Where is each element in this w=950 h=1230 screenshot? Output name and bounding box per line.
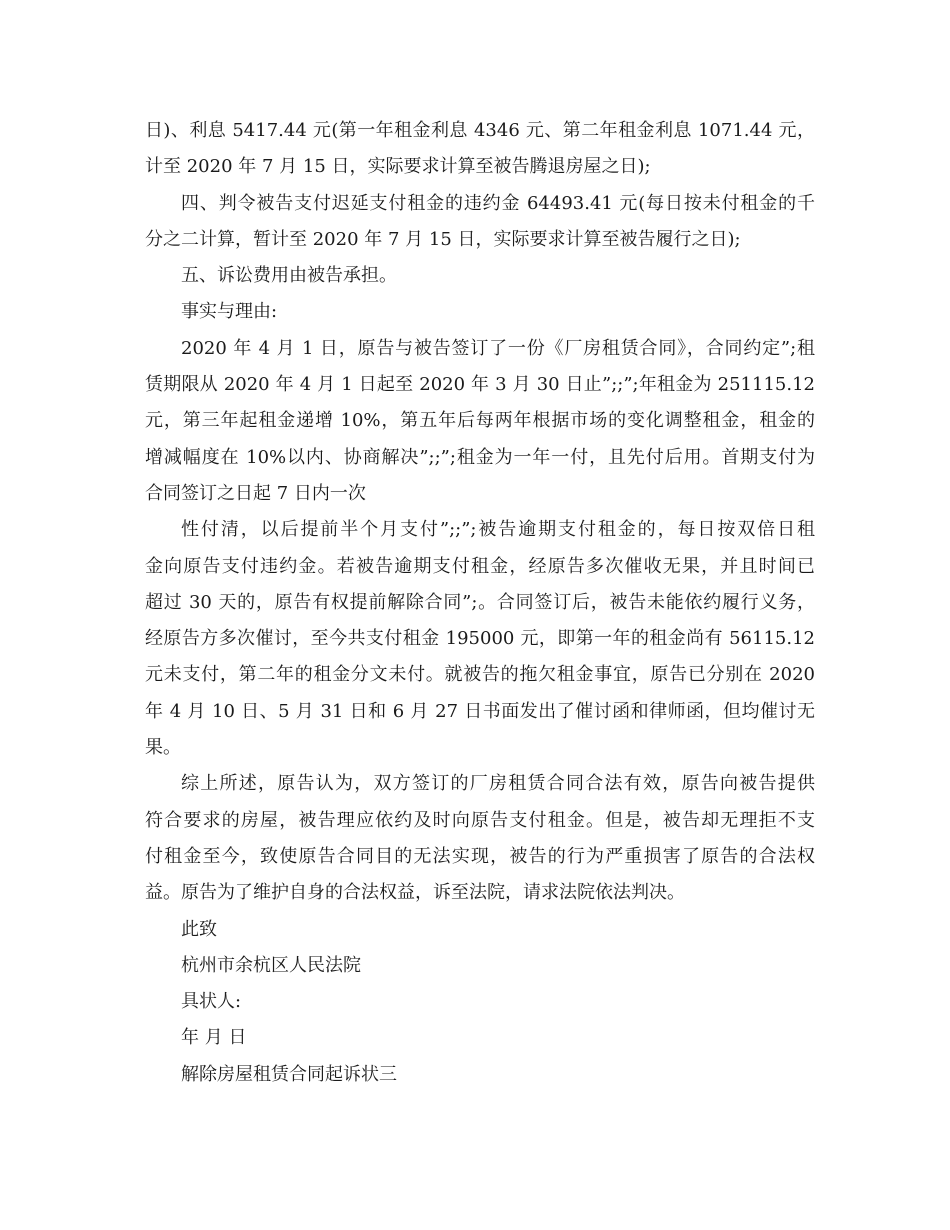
- text-line: 五、诉讼费用由被告承担。: [181, 265, 397, 287]
- text-line: 此致: [181, 918, 217, 940]
- text-line: 果。: [145, 737, 181, 759]
- text-line: 符合要求的房屋，被告理应依约及时向原告支付租金。但是，被告却无理拒不支: [145, 809, 815, 831]
- text-line: 综上所述，原告认为，双方签订的厂房租赁合同合法有效，原告向被告提供: [181, 773, 815, 795]
- court-name: 杭州市余杭区人民法院: [181, 954, 361, 976]
- text-line: 金向原告支付违约金。若被告逾期支付租金，经原告多次催收无果，并且时间已: [145, 555, 815, 577]
- text-line: 益。原告为了维护自身的合法权益，诉至法院，请求法院依法判决。: [145, 882, 685, 904]
- text-line: 年 4 月 10 日、5 月 31 日和 6 月 27 日书面发出了催讨函和律师函，但均催讨无: [145, 700, 815, 722]
- text-line: 经原告方多次催讨，至今共支付租金 195000 元，即第一年的租金尚有 56115.12: [145, 628, 815, 650]
- text-line: 赁期限从 2020 年 4 月 1 日起至 2020 年 3 月 30 日止”;;”;年租金为 251115.12: [145, 374, 815, 396]
- plaintiff-signature-label: 具状人:: [181, 991, 242, 1013]
- text-line: 元，第三年起租金递增 10%，第五年后每两年根据市场的变化调整租金，租金的: [145, 410, 815, 432]
- text-line: 合同签订之日起 7 日内一次: [145, 482, 366, 504]
- text-line: 日)、利息 5417.44 元(第一年租金利息 4346 元、第二年租金利息 1071.44 元，: [145, 120, 815, 141]
- section-heading: 解除房屋租赁合同起诉状三: [181, 1063, 397, 1085]
- text-line: 增减幅度在 10%以内、协商解决”;;”;租金为一年一付，且先付后用。首期支付为: [145, 446, 815, 468]
- text-line: 超过 30 天的，原告有权提前解除合同”;。合同签订后，被告未能依约履行义务，: [145, 591, 815, 613]
- text-line: 元未支付，第二年的租金分文未付。就被告的拖欠租金事宜，原告已分别在 2020: [145, 664, 815, 686]
- text-line: 分之二计算，暂计至 2020 年 7 月 15 日，实际要求计算至被告履行之日);: [145, 228, 741, 250]
- text-line: 四、判令被告支付迟延支付租金的违约金 64493.41 元(每日按未付租金的千: [181, 192, 815, 214]
- text-line: 计至 2020 年 7 月 15 日，实际要求计算至被告腾退房屋之日);: [145, 156, 651, 178]
- document-body: [145, 113, 815, 1093]
- date-placeholder: 年 月 日: [181, 1027, 247, 1049]
- text-line: 2020 年 4 月 1 日，原告与被告签订了一份《厂房租赁合同》，合同约定”;租: [181, 337, 815, 359]
- text-line: 付租金至今，致使原告合同目的无法实现，被告的行为严重损害了原告的合法权: [145, 845, 815, 867]
- text-line: 事实与理由:: [181, 301, 278, 323]
- text-line: 性付清，以后提前半个月支付”;;”;被告逾期支付租金的，每日按双倍日租: [181, 519, 815, 541]
